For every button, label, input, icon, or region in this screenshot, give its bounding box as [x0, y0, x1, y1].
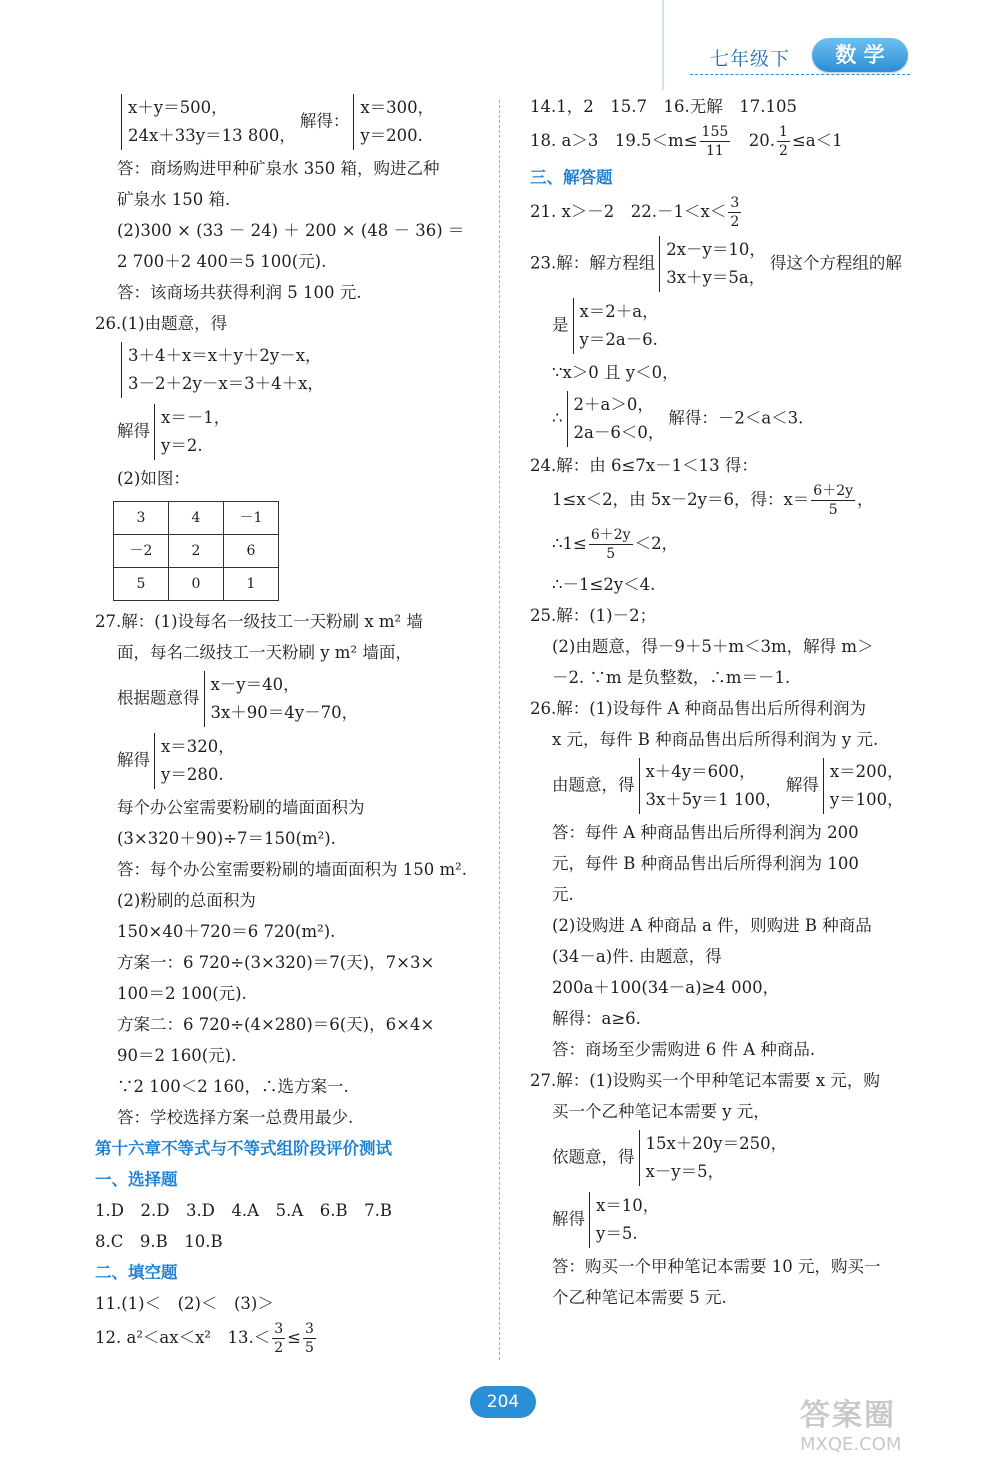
fraction-denominator: 5	[828, 502, 838, 518]
header-subject-badge: 数 学	[812, 38, 908, 72]
text-line: 面，每名二级技工一天粉刷 y m² 墙面，	[117, 643, 412, 662]
grid-cell: 1	[224, 568, 279, 601]
header-band	[662, 0, 664, 90]
text-line: (3×320＋90)÷7＝150(m²).	[117, 829, 336, 848]
text-line: ∵2 100＜2 160，∴选方案一.	[117, 1077, 349, 1096]
equation: 2＋a＞0，	[573, 395, 654, 414]
equation: y＝2.	[161, 436, 203, 455]
numbered-line: 8.C 9.B 10.B	[95, 1232, 223, 1251]
label: 解得	[117, 750, 150, 770]
equation: 15x＋20y＝250，	[645, 1134, 788, 1153]
text-line: 90＝2 160(元).	[117, 1046, 237, 1065]
fraction-denominator: 5	[606, 546, 616, 562]
text: 20.	[732, 131, 776, 150]
system-line	[95, 92, 490, 154]
section-heading: 三、解答题	[530, 168, 613, 187]
fraction	[777, 123, 790, 160]
watermark-logo: 答案圈	[800, 1398, 896, 1433]
text-line: 每个办公室需要粉刷的墙面面积为	[117, 798, 365, 817]
equation: x＝300，	[360, 98, 435, 117]
header-underline	[690, 74, 910, 75]
equation: 24x＋33y＝13 800，	[128, 126, 296, 145]
text-line: 个乙种笔记本需要 5 元.	[552, 1288, 727, 1307]
fraction	[728, 194, 741, 231]
magic-square-grid	[95, 501, 490, 601]
numbered-line: 14.1，2 15.7 16.无解 17.105	[530, 97, 797, 116]
text-line: 答：商场至少需购进 6 件 A 种商品.	[552, 1040, 816, 1059]
grid-row	[114, 502, 279, 535]
text: 1≤x＜2，由 5x－2y＝6，得：x＝	[552, 490, 810, 509]
label: 是	[552, 315, 569, 335]
text: 21. x＞－2 22.－1＜x＜	[530, 202, 727, 221]
text-line: 矿泉水 150 箱.	[117, 190, 231, 209]
text: 18. a＞3 19.5＜m≤	[530, 131, 698, 150]
text-line: 答：商场购进甲种矿泉水 350 箱，购进乙种	[117, 159, 440, 178]
equation-system	[121, 342, 324, 398]
grid-cell: 2	[169, 535, 224, 568]
equation-system	[353, 94, 434, 150]
equation-system	[567, 391, 665, 447]
numbered-line: 26.(1)由题意，得	[95, 314, 228, 333]
label: 根据题意得	[117, 688, 200, 708]
label: 解得	[117, 421, 150, 441]
text: ，	[857, 490, 874, 509]
text: ∴1≤	[552, 534, 587, 553]
fraction-numerator: 3	[730, 195, 740, 211]
text-line	[530, 526, 930, 570]
grid-cell: 5	[114, 568, 169, 601]
numbered-line: 27.解：(1)设购买一个甲种笔记本需要 x 元，购	[530, 1071, 880, 1090]
text-line: (2)设购进 A 种商品 a 件，则购进 B 种商品	[552, 916, 872, 935]
grid-cell: 0	[169, 568, 224, 601]
equation-system	[639, 758, 782, 814]
text-line: 答：每个办公室需要粉刷的墙面面积为 150 m².	[117, 860, 467, 879]
system-line	[530, 1190, 930, 1252]
label: 得这个方程组的解	[769, 253, 902, 273]
numbered-line	[530, 123, 930, 163]
equation-system	[154, 733, 235, 789]
fraction-denominator: 5	[305, 1340, 314, 1356]
text-line: 200a＋100(34－a)≥4 000，	[552, 978, 780, 997]
equation-system	[121, 94, 296, 150]
system-line	[530, 1128, 930, 1190]
text-line: (2)由题意，得－9＋5＋m＜3m，解得 m＞	[552, 637, 874, 656]
text-line: (2)300 × (33 － 24) ＋ 200 × (48 － 36) ＝	[117, 221, 465, 240]
numbered-line: 25.解：(1)－2；	[530, 606, 657, 625]
equation: x＝2＋a，	[579, 302, 659, 321]
system-line	[95, 340, 490, 402]
text-line: 答：学校选择方案一总费用最少.	[117, 1108, 354, 1127]
equation: x＝200，	[829, 762, 904, 781]
equation: x－y＝40，	[210, 675, 300, 694]
right-column	[530, 92, 930, 1314]
system-line	[95, 731, 490, 793]
section-heading: 二、填空题	[95, 1263, 178, 1282]
equation-system	[823, 758, 904, 814]
equation: 2x－y＝10，	[666, 240, 766, 259]
grid-cell: －2	[114, 535, 169, 568]
numbered-line: 11.(1)＜ (2)＜ (3)＞	[95, 1294, 274, 1313]
text-line: 方案二：6 720÷(4×280)＝6(天)，6×4×	[117, 1015, 435, 1034]
text: ≤	[287, 1328, 301, 1347]
text-line: 答：购买一个甲种笔记本需要 10 元，购买一	[552, 1257, 881, 1276]
fraction	[700, 123, 731, 160]
equation: y＝2a－6.	[579, 330, 658, 349]
fraction-numerator: 3	[274, 1321, 284, 1337]
equation: 3x＋90＝4y－70，	[210, 703, 359, 722]
numbered-line	[530, 194, 930, 234]
header-grade: 七年级下	[710, 48, 791, 70]
equation: x－y＝5，	[645, 1162, 725, 1181]
equation: x＝10，	[596, 1196, 660, 1215]
equation: 3＋4＋x＝x＋y＋2y－x，	[128, 346, 322, 365]
grid-cell: 6	[224, 535, 279, 568]
fraction	[811, 482, 855, 519]
text-line: (2)粉刷的总面积为	[117, 891, 256, 910]
grid-table	[113, 501, 279, 601]
label: 解得：－2＜a＜3.	[668, 408, 804, 428]
left-column	[95, 92, 490, 1360]
numbered-line: 1.D 2.D 3.D 4.A 5.A 6.B 7.B	[95, 1201, 392, 1220]
equation: x＝320，	[161, 737, 235, 756]
equation: 2a－6＜0，	[573, 423, 665, 442]
fraction-numerator: 1	[779, 124, 788, 140]
numbered-line: 26.解：(1)设每件 A 种商品售出后所得利润为	[530, 699, 867, 718]
text: ≤a＜1	[791, 131, 843, 150]
text-line: (34－a)件. 由题意，得	[552, 947, 722, 966]
fraction-denominator: 2	[730, 214, 740, 230]
text-line: 元.	[552, 885, 574, 904]
text-line: 2 700＋2 400＝5 100(元).	[117, 252, 327, 271]
text-line: 买一个乙种笔记本需要 y 元，	[552, 1102, 770, 1121]
numbered-line: 27.解：(1)设每名一级技工一天粉刷 x m² 墙	[95, 612, 423, 631]
label: 由题意，得	[552, 775, 635, 795]
text-line: 解得：a≥6.	[552, 1009, 641, 1028]
numbered-line	[95, 1320, 490, 1360]
grid-row	[114, 568, 279, 601]
equation-system	[659, 236, 766, 292]
equation-system	[154, 404, 230, 460]
label: ∴	[552, 408, 563, 428]
text: ＜2，	[634, 534, 679, 553]
system-line	[95, 402, 490, 464]
fraction	[589, 526, 633, 563]
label: 23.解：解方程组	[530, 253, 656, 273]
watermark	[800, 1390, 901, 1455]
text-line: 答：该商场共获得利润 5 100 元.	[117, 283, 362, 302]
grid-cell: 4	[169, 502, 224, 535]
section-title: 第十六章不等式与不等式组阶段评价测试	[95, 1139, 392, 1158]
equation-system	[589, 1192, 659, 1248]
text-line: －2. ∵m 是负整数，∴m＝－1.	[552, 668, 791, 687]
system-line	[95, 669, 490, 731]
fraction-denominator: 11	[705, 143, 724, 159]
text-line: ∵x＞0 且 y＜0，	[552, 363, 679, 382]
equation: 3－2＋2y－x＝3＋4＋x，	[128, 374, 324, 393]
label: 解得	[785, 775, 819, 795]
text-line: 元，每件 B 种商品售出后所得利润为 100	[552, 854, 859, 873]
text-line: 方案一：6 720÷(3×320)＝7(天)，7×3×	[117, 953, 435, 972]
equation-system	[639, 1130, 788, 1186]
text-line: 100＝2 100(元).	[117, 984, 247, 1003]
text-line: (2)如图：	[117, 469, 190, 488]
equation: y＝200.	[360, 126, 423, 145]
numbered-line: 24.解：由 6≤7x－1＜13 得：	[530, 456, 758, 475]
label: 解得：	[299, 111, 350, 131]
equation: y＝100，	[829, 790, 904, 809]
fraction-denominator: 2	[779, 143, 788, 159]
column-divider	[499, 100, 500, 1360]
fraction	[303, 1320, 316, 1357]
equation: y＝280.	[161, 765, 224, 784]
system-line	[530, 389, 930, 451]
equation-system	[204, 671, 359, 727]
system-line	[530, 756, 930, 818]
equation: x＝－1，	[161, 408, 231, 427]
equation: x＋y＝500，	[128, 98, 228, 117]
equation: y＝5.	[596, 1224, 638, 1243]
page-number: 204	[470, 1386, 536, 1418]
fraction-denominator: 2	[274, 1340, 284, 1356]
label: 解得	[552, 1209, 585, 1229]
text-line: x 元，每件 B 种商品售出后所得利润为 y 元.	[552, 730, 879, 749]
equation: x＋4y＝600，	[645, 762, 756, 781]
grid-cell: 3	[114, 502, 169, 535]
text-line: 150×40＋720＝6 720(m²).	[117, 922, 336, 941]
label: 依题意，得	[552, 1147, 635, 1167]
fraction-numerator: 6＋2y	[590, 527, 631, 543]
text: 12. a²＜ax＜x² 13.＜	[95, 1328, 271, 1347]
text-line: ∴－1≤2y＜4.	[552, 575, 656, 594]
equation: 3x＋y＝5a，	[666, 268, 766, 287]
text-line: 答：每件 A 种商品售出后所得利润为 200	[552, 823, 859, 842]
fraction-numerator: 3	[305, 1321, 314, 1337]
equation-system	[573, 298, 659, 354]
grid-cell: －1	[224, 502, 279, 535]
section-heading: 一、选择题	[95, 1170, 178, 1189]
equation: 3x＋5y＝1 100，	[645, 790, 782, 809]
fraction-numerator: 6＋2y	[813, 483, 854, 499]
fraction-numerator: 155	[701, 124, 729, 140]
system-line	[530, 296, 930, 358]
grid-row	[114, 535, 279, 568]
system-line	[530, 234, 930, 296]
text-line	[530, 482, 930, 526]
watermark-url: MXQE.COM	[800, 1434, 902, 1455]
fraction	[272, 1320, 285, 1357]
